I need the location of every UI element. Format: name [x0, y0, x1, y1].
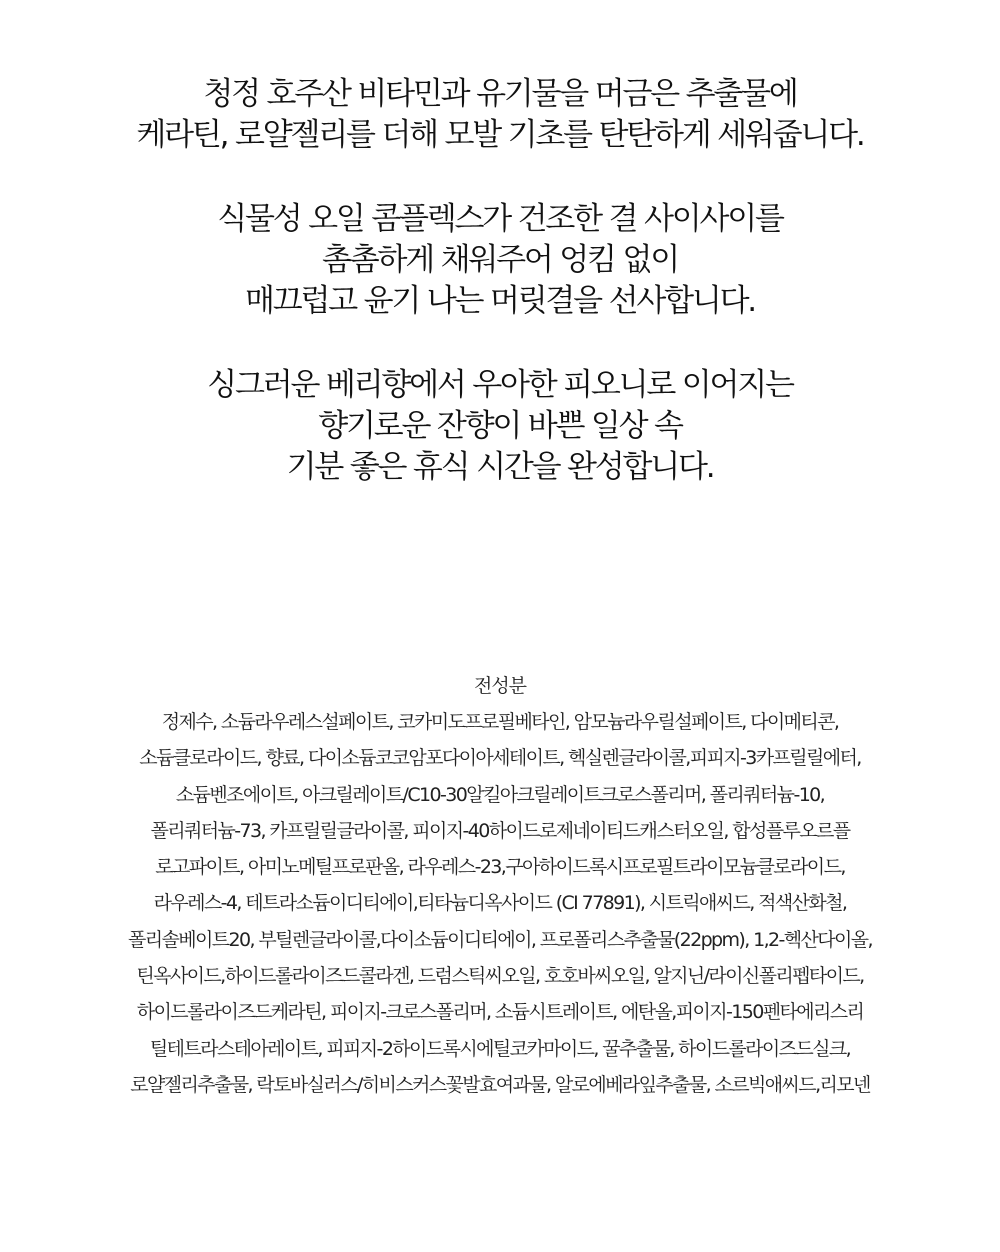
ingredients-line: 틸테트라스테아레이트, 피피지-2하이드록시에틸코카마이드, 꿀추출물, 하이드롤라이즈드실크,: [149, 1037, 851, 1060]
ingredients-line: 소듐벤조에이트, 아크릴레이트/C10-30알킬아크릴레이트크로스폴리머, 폴리쿼터늄-10,: [175, 783, 825, 806]
description-paragraph-fragrance: [0, 365, 1000, 488]
description-line: 싱그러운 베리향에서 우아한 피오니로 이어지는: [207, 367, 793, 403]
ingredients-line: 폴리쿼터늄-73, 카프릴릴글라이콜, 피이지-40하이드로제네이티드캐스터오일, 합성플루오르플: [150, 819, 850, 842]
description-line: 촘촘하게 채워주어 엉킴 없이: [322, 242, 678, 278]
description-paragraph-nutrition: [0, 74, 1000, 156]
product-description: [0, 74, 1000, 531]
ingredients-line: 소듐클로라이드, 향료, 다이소듐코코암포다이아세테이트, 헥실렌글라이콜,피피지-3카프릴릴에터,: [139, 747, 861, 770]
ingredients-line: 로고파이트, 아미노메틸프로판올, 라우레스-23,구아하이드록시프로필트라이모늄클로라이드,: [155, 856, 845, 879]
ingredients-line: 로얄젤리추출물, 락토바실러스/히비스커스꽃발효여과물, 알로에베라잎추출물, 소르빅애씨드,리모넨: [130, 1073, 870, 1096]
description-line: 케라틴, 로얄젤리를 더해 모발 기초를 탄탄하게 세워줍니다.: [136, 117, 864, 153]
description-line: 매끄럽고 윤기 나는 머릿결을 선사합니다.: [245, 283, 755, 319]
description-line: 향기로운 잔향이 바쁜 일상 속: [318, 408, 682, 444]
ingredients-line: 정제수, 소듐라우레스설페이트, 코카미도프로필베타인, 암모늄라우릴설페이트, 다이메티콘,: [161, 711, 839, 733]
description-line: 청정 호주산 비타민과 유기물을 머금은 추출물에: [203, 76, 797, 112]
ingredients-line: 틴옥사이드,하이드롤라이즈드콜라겐, 드럼스틱씨오일, 호호바씨오일, 알지닌/라이신폴리펩타이드,: [136, 965, 864, 988]
ingredients-line: 하이드롤라이즈드케라틴, 피이지-크로스폴리머, 소듐시트레이트, 에탄올,피이지-150펜타에리스리: [136, 1001, 864, 1024]
ingredients-line: 폴리솔베이트20, 부틸렌글라이콜,다이소듐이디티에이, 프로폴리스추출물(22ppm), 1,2-헥산다이올,: [128, 928, 872, 951]
ingredients-title: 전성분: [473, 675, 527, 697]
description-paragraph-oil-complex: [0, 199, 1000, 322]
description-line: 식물성 오일 콤플렉스가 건조한 결 사이사이를: [217, 201, 783, 237]
ingredients-line: 라우레스-4, 테트라소듐이디티에이,티타늄디옥사이드 (CI 77891), 시트릭애씨드, 적색산화철,: [153, 892, 847, 915]
description-line: 기분 좋은 휴식 시간을 완성합니다.: [286, 449, 714, 485]
ingredients-section: [0, 668, 1000, 1103]
